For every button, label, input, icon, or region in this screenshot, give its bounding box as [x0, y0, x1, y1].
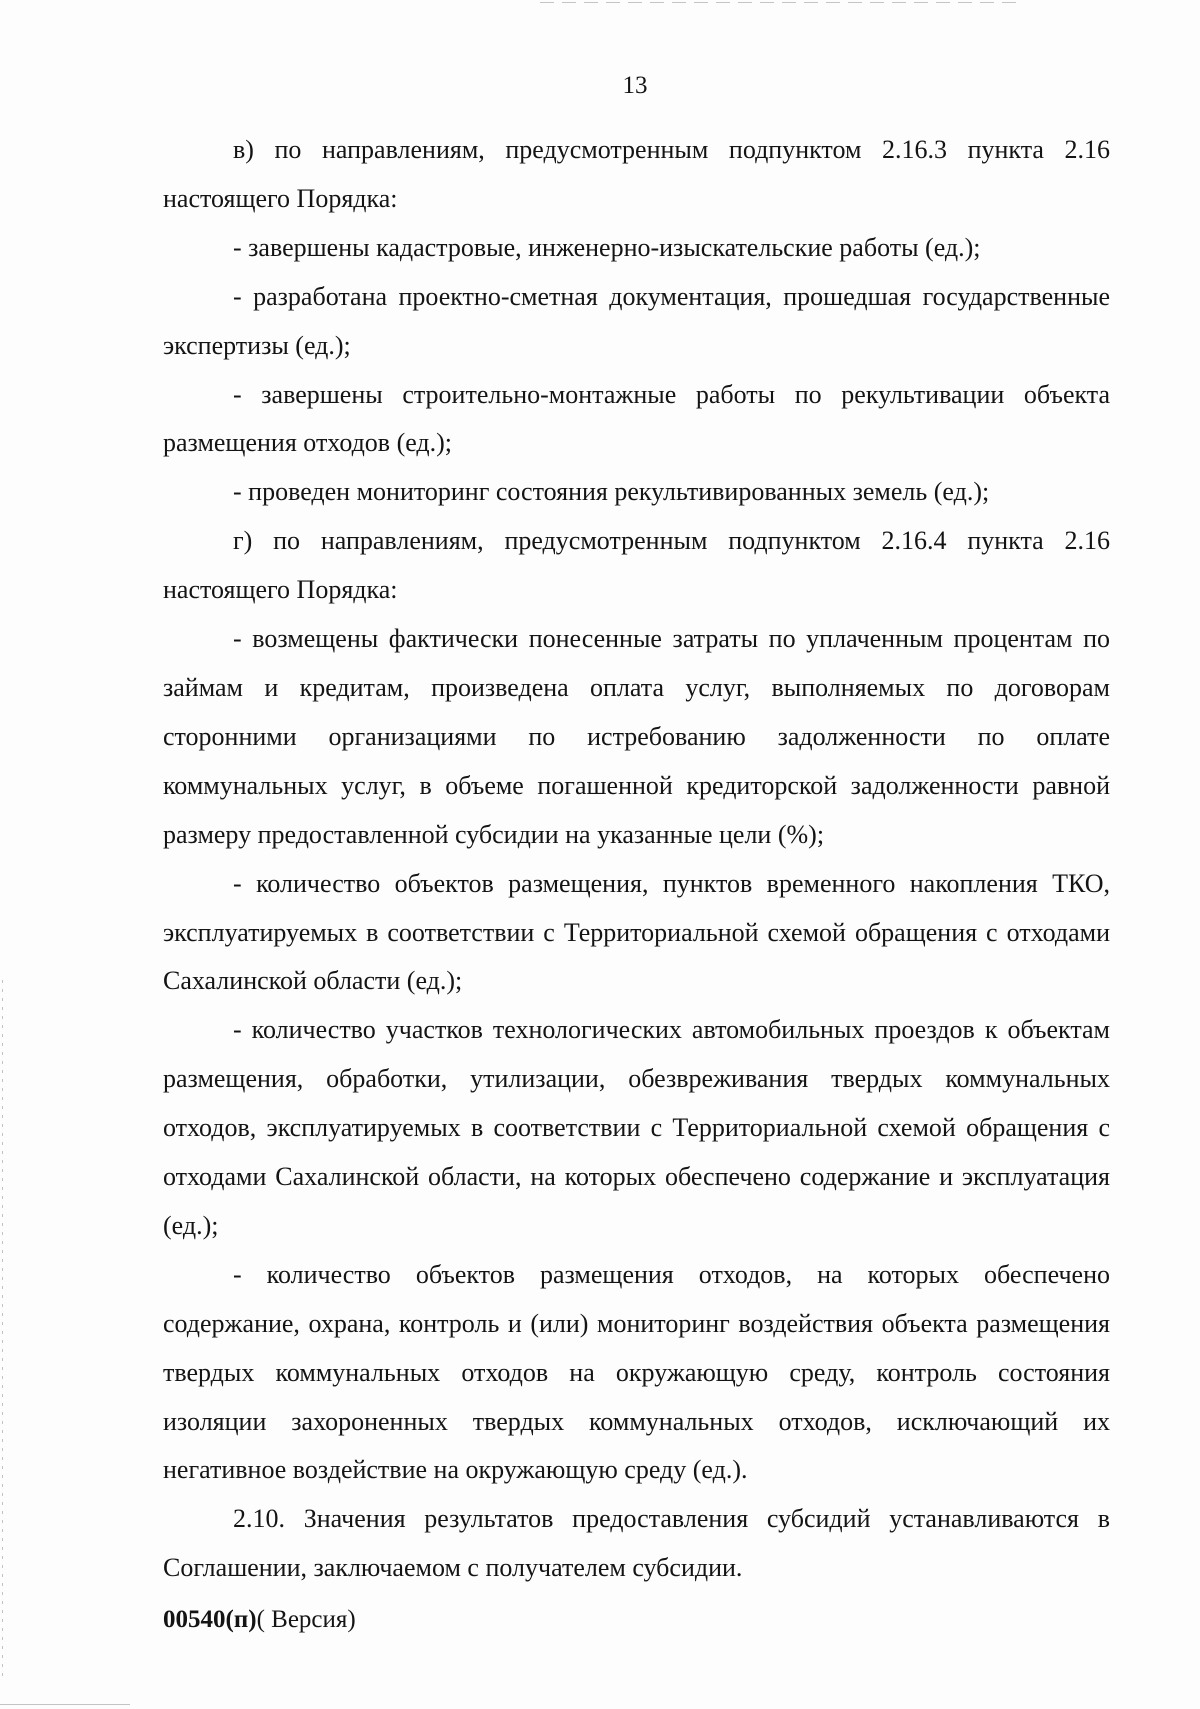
list-item-construction-works: - завершены строительно-монтажные работы по рекультивации объекта размещения отходов (ед.);	[163, 379, 1110, 458]
paragraph-section-g: г) по направлениям, предусмотренным подпунктом 2.16.4 пункта 2.16 настоящего Порядка:	[163, 526, 1110, 605]
list-item-road-sections: - количество участков технологических автомобильных проездов к объектам размещения, обработки, утилизации, обезвреживания твердых коммунальных отходов, эксплуатируемых в соответствии с Территориальной схемой обращения с отходами Сахалинской области, на которых обеспечено содержание и эксплуатация (ед.);	[163, 1015, 1110, 1240]
list-item-cadastral-works: - завершены кадастровые, инженерно-изыскательские работы (ед.);	[233, 232, 981, 262]
list-item-tko-objects: - количество объектов размещения, пунктов временного накопления ТКО, эксплуатируемых в соответствии с Территориальной схемой обращения с отходами Сахалинской области (ед.);	[163, 868, 1110, 996]
list-item-monitoring: - проведен мониторинг состояния рекультивированных земель (ед.);	[233, 477, 990, 507]
document-code: 00540(п)	[163, 1606, 257, 1633]
scan-edge-top	[540, 2, 1020, 3]
list-item-design-documentation: - разработана проектно-сметная документация, прошедшая государственные экспертизы (ед.);	[163, 281, 1110, 360]
scan-edge-left	[2, 980, 3, 1680]
paragraph-2-10: 2.10. Значения результатов предоставления субсидий устанавливаются в Соглашении, заключаемом с получателем субсидии.	[163, 1504, 1110, 1583]
document-body	[163, 126, 1110, 1593]
document-version: ( Версия)	[256, 1606, 356, 1633]
list-item-reimbursed-costs: - возмещены фактически понесенные затраты по уплаченным процентам по займам и кредитам, произведена оплата услуг, выполняемых по договорам сторонними организациями по истребованию задолженности по оплате коммунальных услуг, в объеме погашенной кредиторской задолженности равной размеру предоставленной субсидии на указанные цели (%);	[163, 624, 1110, 849]
scan-edge-bottom	[0, 1704, 130, 1705]
page-number: 13	[622, 72, 648, 99]
document-footer	[163, 1606, 356, 1634]
paragraph-section-v: в) по направлениям, предусмотренным подпунктом 2.16.3 пункта 2.16 настоящего Порядка:	[163, 135, 1110, 213]
list-item-waste-objects: - количество объектов размещения отходов, на которых обеспечено содержание, охрана, контроль и (или) мониторинг воздействия объекта размещения твердых коммунальных отходов на окружающую среду, контроль состояния изоляции захороненных твердых коммунальных отходов, исключающий их негативное воздействие на окружающую среду (ед.).	[163, 1259, 1110, 1485]
